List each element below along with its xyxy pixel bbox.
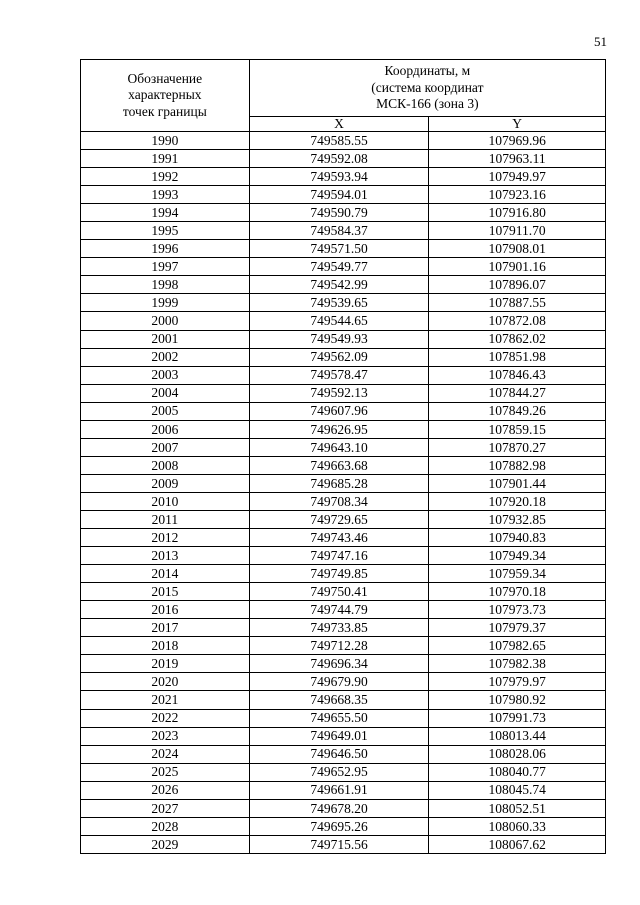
table-row [81,673,606,691]
table-row [81,420,606,438]
x-coordinate-cell: 749646.50 [249,745,429,763]
table-row [81,510,606,528]
point-id-cell: 2021 [81,691,250,709]
point-id-cell: 2004 [81,384,250,402]
table-row [81,240,606,258]
table-row [81,186,606,204]
coordinates-header [249,60,605,117]
x-coordinate-cell: 749678.20 [249,799,429,817]
y-coordinate-cell: 107851.98 [429,348,606,366]
point-id-cell: 2026 [81,781,250,799]
x-coordinate-cell: 749592.08 [249,150,429,168]
x-coordinate-cell: 749649.01 [249,727,429,745]
y-coordinate-cell: 107920.18 [429,492,606,510]
point-id-cell: 2012 [81,529,250,547]
table-row [81,799,606,817]
y-coordinate-cell: 107963.11 [429,150,606,168]
point-id-cell: 2020 [81,673,250,691]
table-row [81,709,606,727]
y-coordinate-cell: 107846.43 [429,366,606,384]
point-id-cell: 2017 [81,619,250,637]
y-coordinate-cell: 107862.02 [429,330,606,348]
point-id-cell: 1997 [81,258,250,276]
y-coordinate-cell: 107844.27 [429,384,606,402]
point-id-cell: 2002 [81,348,250,366]
x-coordinate-cell: 749712.28 [249,637,429,655]
y-coordinate-cell: 107870.27 [429,438,606,456]
y-coordinate-cell: 107969.96 [429,132,606,150]
table-row [81,258,606,276]
point-id-cell: 1993 [81,186,250,204]
x-coordinate-cell: 749544.65 [249,312,429,330]
table-row [81,348,606,366]
page-number: 51 [594,34,607,49]
table-row [81,781,606,799]
y-coordinate-cell: 107872.08 [429,312,606,330]
y-coordinate-cell: 108052.51 [429,799,606,817]
table-body [81,132,606,854]
y-coordinate-cell: 107859.15 [429,420,606,438]
point-id-cell: 2029 [81,835,250,853]
coords-header-line: Координаты, м [384,63,471,79]
x-coordinate-cell: 749549.77 [249,258,429,276]
point-id-cell: 2024 [81,745,250,763]
coords-header-line: (система координат [371,79,484,95]
point-id-cell: 1999 [81,294,250,312]
x-coordinate-cell: 749593.94 [249,168,429,186]
point-id-cell: 1995 [81,222,250,240]
point-id-cell: 2006 [81,420,250,438]
table-row [81,547,606,565]
table-row [81,601,606,619]
y-coordinate-cell: 107901.16 [429,258,606,276]
point-id-cell: 2028 [81,817,250,835]
y-coordinate-cell: 107932.85 [429,510,606,528]
x-coordinate-cell: 749744.79 [249,601,429,619]
x-coordinate-cell: 749549.93 [249,330,429,348]
x-coordinate-cell: 749590.79 [249,204,429,222]
x-coordinate-cell: 749584.37 [249,222,429,240]
y-coordinate-cell: 107882.98 [429,456,606,474]
coords-header-line: МСК-166 (зона 3) [376,96,479,112]
x-coordinate-cell: 749592.13 [249,384,429,402]
x-coordinate-cell: 749542.99 [249,276,429,294]
y-coordinate-cell: 108067.62 [429,835,606,853]
y-coordinate-cell: 108013.44 [429,727,606,745]
table-row [81,529,606,547]
x-coordinate-cell: 749655.50 [249,709,429,727]
table-row [81,691,606,709]
x-coordinate-cell: 749696.34 [249,655,429,673]
table-row [81,276,606,294]
table-row [81,565,606,583]
coordinates-table [80,59,606,854]
table-row [81,655,606,673]
y-coordinate-cell: 107916.80 [429,204,606,222]
point-designation-header [81,60,250,132]
table-row [81,204,606,222]
y-coordinate-cell: 107982.65 [429,637,606,655]
point-id-cell: 2014 [81,565,250,583]
y-coordinate-cell: 107908.01 [429,240,606,258]
y-coordinate-cell: 107979.37 [429,619,606,637]
y-coordinate-cell: 107887.55 [429,294,606,312]
y-coordinate-cell: 107973.73 [429,601,606,619]
y-coordinate-cell: 107923.16 [429,186,606,204]
point-id-cell: 2015 [81,583,250,601]
point-id-cell: 2023 [81,727,250,745]
x-coordinate-cell: 749743.46 [249,529,429,547]
y-coordinate-cell: 107970.18 [429,583,606,601]
x-coordinate-cell: 749749.85 [249,565,429,583]
point-id-cell: 2008 [81,456,250,474]
x-coordinate-cell: 749578.47 [249,366,429,384]
point-id-cell: 1996 [81,240,250,258]
point-header-line: точек границы [122,103,207,119]
y-coordinate-cell: 107949.97 [429,168,606,186]
table-row [81,132,606,150]
y-coordinate-cell: 107940.83 [429,529,606,547]
point-id-cell: 1991 [81,150,250,168]
y-coordinate-cell: 107959.34 [429,565,606,583]
x-column-header: X [249,117,429,132]
table-row [81,168,606,186]
point-id-cell: 2019 [81,655,250,673]
x-coordinate-cell: 749668.35 [249,691,429,709]
y-coordinate-cell: 107911.70 [429,222,606,240]
table-row [81,312,606,330]
point-id-cell: 1998 [81,276,250,294]
point-header-line: характерных [128,87,202,103]
point-header-line: Обозначение [127,70,203,86]
y-coordinate-cell: 108028.06 [429,745,606,763]
point-id-cell: 2001 [81,330,250,348]
table-row [81,222,606,240]
x-coordinate-cell: 749729.65 [249,510,429,528]
table-row [81,835,606,853]
table-row [81,366,606,384]
table-row [81,294,606,312]
x-coordinate-cell: 749539.65 [249,294,429,312]
table-header-row [81,60,606,117]
table-row [81,745,606,763]
x-coordinate-cell: 749562.09 [249,348,429,366]
x-coordinate-cell: 749571.50 [249,240,429,258]
point-id-cell: 2013 [81,547,250,565]
table-row [81,583,606,601]
point-id-cell: 2003 [81,366,250,384]
y-coordinate-cell: 107980.92 [429,691,606,709]
y-coordinate-cell: 107982.38 [429,655,606,673]
x-coordinate-cell: 749715.56 [249,835,429,853]
point-id-cell: 1990 [81,132,250,150]
x-coordinate-cell: 749685.28 [249,474,429,492]
x-coordinate-cell: 749733.85 [249,619,429,637]
table-row [81,619,606,637]
point-id-cell: 1992 [81,168,250,186]
point-id-cell: 2016 [81,601,250,619]
y-coordinate-cell: 108060.33 [429,817,606,835]
table-row [81,727,606,745]
point-id-cell: 2027 [81,799,250,817]
table-row [81,763,606,781]
x-coordinate-cell: 749626.95 [249,420,429,438]
point-id-cell: 2010 [81,492,250,510]
table-row [81,474,606,492]
point-id-cell: 2005 [81,402,250,420]
x-coordinate-cell: 749663.68 [249,456,429,474]
point-id-cell: 2007 [81,438,250,456]
point-id-cell: 2011 [81,510,250,528]
table-row [81,330,606,348]
point-id-cell: 2022 [81,709,250,727]
point-id-cell: 1994 [81,204,250,222]
x-coordinate-cell: 749643.10 [249,438,429,456]
y-coordinate-cell: 107901.44 [429,474,606,492]
table-row [81,402,606,420]
table-row [81,637,606,655]
x-coordinate-cell: 749607.96 [249,402,429,420]
x-coordinate-cell: 749585.55 [249,132,429,150]
x-coordinate-cell: 749652.95 [249,763,429,781]
x-coordinate-cell: 749708.34 [249,492,429,510]
y-coordinate-cell: 107849.26 [429,402,606,420]
table-row [81,384,606,402]
y-column-header: Y [429,117,606,132]
y-coordinate-cell: 107896.07 [429,276,606,294]
table-row [81,150,606,168]
point-id-cell: 2000 [81,312,250,330]
y-coordinate-cell: 108045.74 [429,781,606,799]
table-row [81,492,606,510]
x-coordinate-cell: 749695.26 [249,817,429,835]
x-coordinate-cell: 749750.41 [249,583,429,601]
y-coordinate-cell: 107949.34 [429,547,606,565]
x-coordinate-cell: 749661.91 [249,781,429,799]
table-row [81,456,606,474]
table-row [81,817,606,835]
x-coordinate-cell: 749679.90 [249,673,429,691]
y-coordinate-cell: 107979.97 [429,673,606,691]
point-id-cell: 2025 [81,763,250,781]
x-coordinate-cell: 749747.16 [249,547,429,565]
x-coordinate-cell: 749594.01 [249,186,429,204]
y-coordinate-cell: 107991.73 [429,709,606,727]
point-id-cell: 2018 [81,637,250,655]
table-row [81,438,606,456]
point-id-cell: 2009 [81,474,250,492]
y-coordinate-cell: 108040.77 [429,763,606,781]
